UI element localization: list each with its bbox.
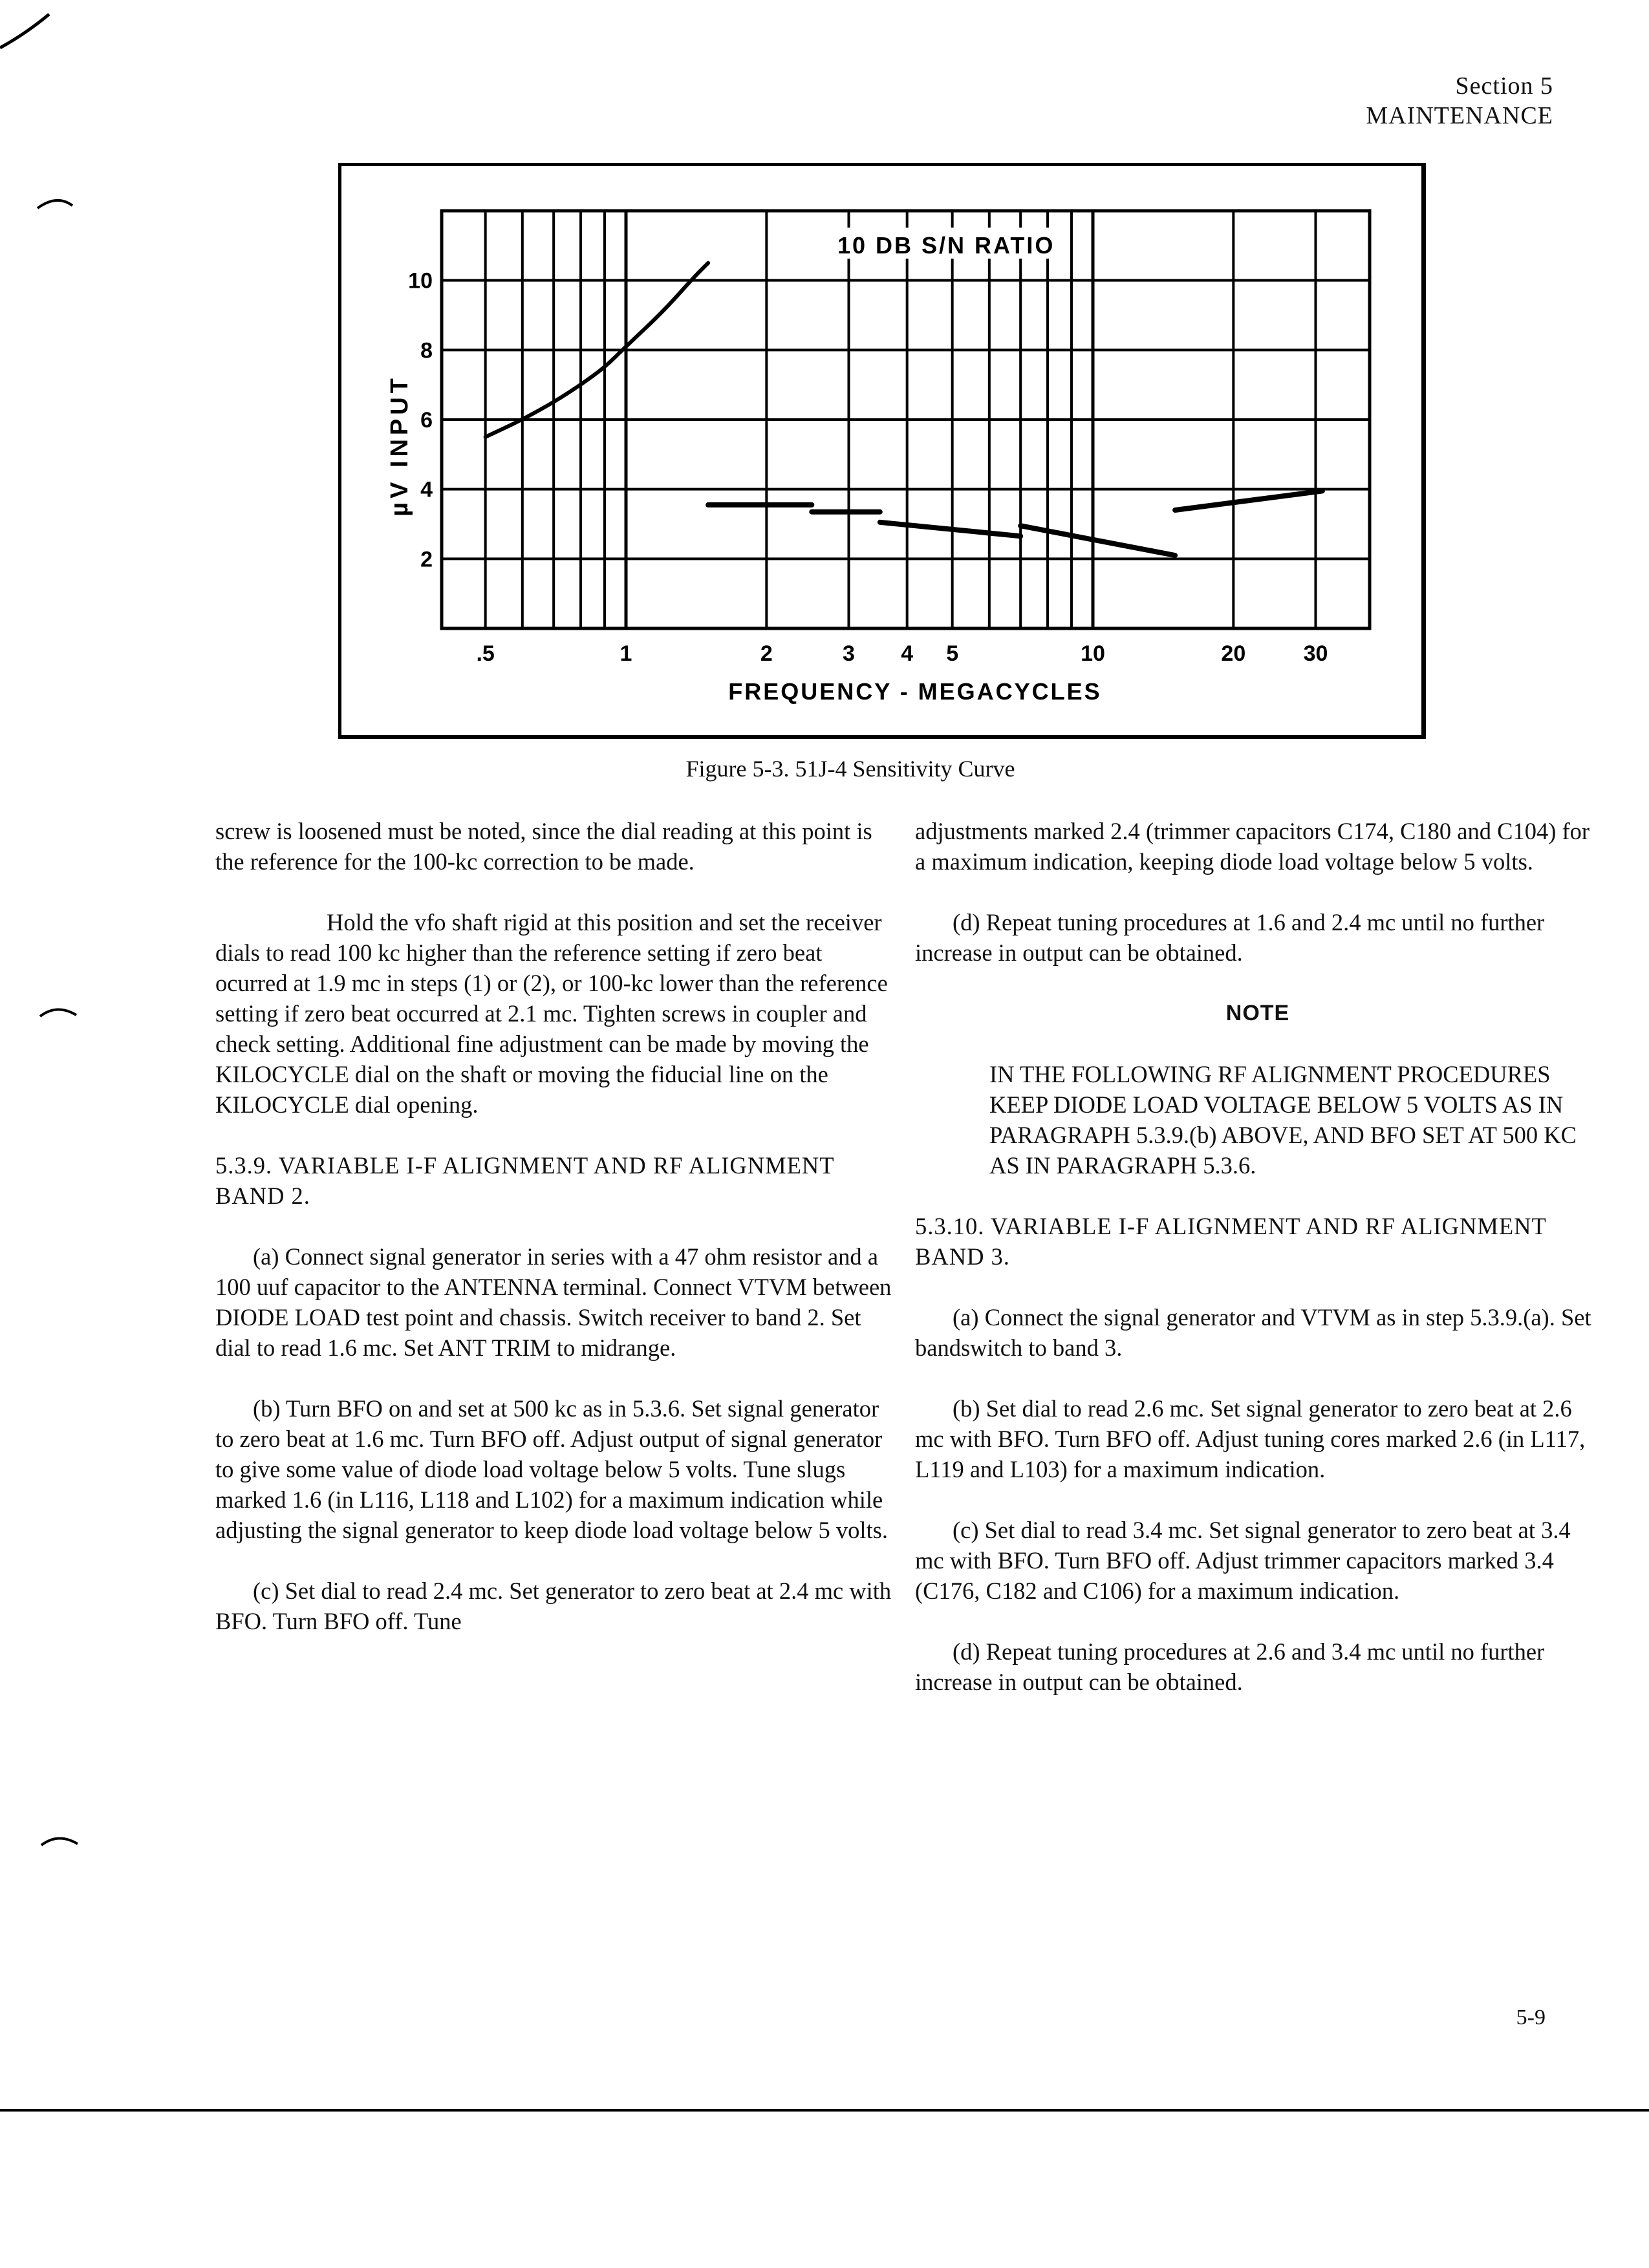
figure-caption: Figure 5-3. 51J-4 Sensitivity Curve xyxy=(685,756,1015,782)
paragraph: Hold the vfo shaft rigid at this position and set the receiver dials to read 100 kc higher than the reference setting if zero beat ocurred at 1.9 mc in steps (1) or (2), or 100-kc lower than the reference setting if zero beat occurred at 2.1 mc. Tighten screws in coupler and check setting. Additional fine adjustment can be made by moving the KILOCYCLE dial on the shaft or moving the fiducial line on the KILOCYCLE dial opening. xyxy=(215,909,888,1118)
right-column-intro xyxy=(915,816,1600,968)
y-tick-label: 8 xyxy=(420,338,433,363)
series-line xyxy=(1020,526,1175,555)
y-tick-label: 2 xyxy=(420,547,433,572)
x-axis-label: FREQUENCY - MEGACYCLES xyxy=(728,678,1102,705)
x-tick-label: 10 xyxy=(1081,641,1105,666)
x-tick-label: 30 xyxy=(1303,641,1328,666)
paragraph: screw is loosened must be noted, since the dial reading at this point is the reference for the 100-kc correction to be made. xyxy=(215,818,872,875)
paragraph: (d) Repeat tuning procedures at 2.6 and 3.4 mc until no further increase in output can be obtained. xyxy=(915,1638,1545,1695)
paragraph: (d) Repeat tuning procedures at 1.6 and 2.4 mc until no further increase in output can be obtained. xyxy=(915,909,1545,966)
note-body: IN THE FOLLOWING RF ALIGNMENT PROCEDURES KEEP DIODE LOAD VOLTAGE BELOW 5 VOLTS AS IN PARAGRAPH 5.3.9.(b) ABOVE, AND BFO SET AT 500 KC AS IN PARAGRAPH 5.3.6. xyxy=(989,1061,1577,1179)
paragraph: (c) Set dial to read 3.4 mc. Set signal generator to zero beat at 3.4 mc with BFO. Turn BFO off. Adjust trimmer capacitors marked 3.4 (C176, C182 and C106) for a maximum indication. xyxy=(915,1517,1571,1604)
right-column-sections xyxy=(915,1211,1600,1697)
paragraph: (a) Connect signal generator in series with a 47 ohm resistor and a 100 uuf capacitor to the ANTENNA terminal. Connect VTVM between DIODE LOAD test point and chassis. Switch receiver to band 2. Set dial to read 1.6 mc. Set ANT TRIM to midrange. xyxy=(215,1243,892,1361)
x-tick-label: .5 xyxy=(476,641,495,666)
series-line xyxy=(880,522,1020,537)
left-column xyxy=(215,816,894,1667)
x-tick-label: 2 xyxy=(760,641,773,666)
y-tick-label: 4 xyxy=(420,477,433,502)
paragraph: adjustments marked 2.4 (trimmer capacitors C174, C180 and C104) for a maximum indication, keeping diode load voltage below 5 volts. xyxy=(915,818,1590,875)
paragraph: (b) Turn BFO on and set at 500 kc as in 5.3.6. Set signal generator to zero beat at 1.6 mc. Turn BFO off. Adjust output of signal generator to give some value of diode load voltage below 5 volts. Tune slugs marked 1.6 (in L116, L118 and L102) for a maximum indication while adjusting the signal generator to keep diode load voltage below 5 volts. xyxy=(215,1395,889,1543)
x-tick-label: 20 xyxy=(1221,641,1246,666)
x-tick-label: 4 xyxy=(901,641,914,666)
y-axis-label: µV INPUT xyxy=(386,374,413,517)
paragraph: (a) Connect the signal generator and VTVM as in step 5.3.9.(a). Set bandswitch to band 3. xyxy=(915,1304,1591,1361)
section-heading: 5.3.10. VARIABLE I-F ALIGNMENT AND RF ALIGNMENT BAND 3. xyxy=(915,1213,1547,1270)
paragraph: (b) Set dial to read 2.6 mc. Set signal generator to zero beat at 2.6 mc with BFO. Turn BFO off. Adjust tuning cores marked 2.6 (in L117, L119 and L103) for a maximum indication. xyxy=(915,1395,1586,1482)
footer-rule xyxy=(0,2109,1649,2112)
x-tick-label: 3 xyxy=(843,641,855,666)
right-column xyxy=(915,816,1600,1728)
y-tick-label: 10 xyxy=(408,268,433,294)
section-label: Section 5 xyxy=(1455,72,1553,100)
chart-annotation: 10 DB S/N RATIO xyxy=(837,232,1055,259)
sensitivity-chart xyxy=(0,0,1649,750)
section-heading: 5.3.9. VARIABLE I-F ALIGNMENT AND RF ALIGNMENT BAND 2. xyxy=(215,1152,834,1209)
paragraph: (c) Set dial to read 2.4 mc. Set generator to zero beat at 2.4 mc with BFO. Turn BFO off. Tune xyxy=(215,1578,892,1634)
series-line xyxy=(1175,491,1322,510)
y-tick-label: 6 xyxy=(420,408,433,433)
note-title: NOTE xyxy=(1225,1001,1290,1025)
x-tick-label: 1 xyxy=(620,641,632,666)
x-tick-label: 5 xyxy=(946,641,959,666)
section-title: MAINTENANCE xyxy=(1366,102,1553,129)
page-number: 5-9 xyxy=(1516,2006,1546,2029)
